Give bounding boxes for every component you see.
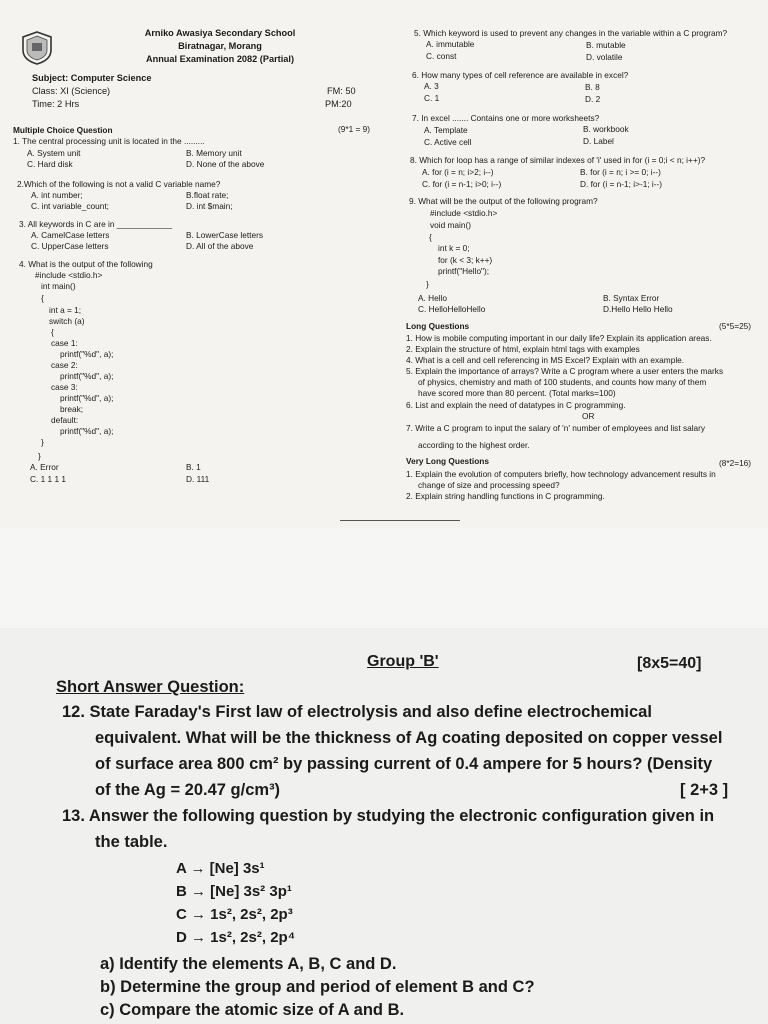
- group-b-title: Group 'B': [367, 653, 439, 670]
- q9-text: 9. What will be the output of the following program?: [409, 196, 598, 206]
- pass-marks: PM:20: [325, 99, 352, 109]
- q3-option-b: B. LowerCase letters: [186, 230, 264, 240]
- long-question: 1. How is mobile computing important in our daily life? Explain its application areas.: [406, 333, 712, 343]
- q2-option-d: D. int $main;: [186, 201, 233, 211]
- q9-code-line: }: [426, 279, 429, 289]
- q4-code-line: case 3:: [51, 382, 78, 392]
- q4-option-d: D. 111: [186, 474, 210, 484]
- q4-code-line: {: [41, 293, 44, 303]
- q8-option-a: A. for (i = n; i>2; i--): [422, 167, 494, 177]
- q9-code-line: {: [429, 232, 432, 242]
- q7-text: 7. In excel ....... Contains one or more worksheets?: [412, 113, 600, 123]
- q4-option-b: B. 1: [186, 462, 201, 472]
- very-long-heading: Very Long Questions: [406, 456, 489, 466]
- q4-code-line: }: [41, 437, 44, 447]
- school-location: Biratnagar, Morang: [178, 41, 262, 51]
- q4-code-line: printf("%d", a);: [60, 371, 114, 381]
- q4-text: 4. What is the output of the following: [19, 259, 153, 269]
- long-question: 7. Write a C program to input the salary of 'n' number of employees and list salary: [406, 423, 706, 433]
- q4-code-line: printf("%d", a);: [60, 349, 114, 359]
- short-answer-heading: Short Answer Question:: [56, 678, 245, 696]
- q5-option-c: C. const: [426, 51, 457, 61]
- q5-option-a: A. immutable: [426, 39, 475, 49]
- q8-text: 8. Which for loop has a range of similar indexes of 'i' used in for (i = 0;i < n; i++)?: [410, 155, 706, 165]
- long-questions-heading: Long Questions: [406, 321, 470, 331]
- q4-code-line: int a = 1;: [49, 305, 82, 315]
- q12-line: of the Ag = 20.47 g/cm³): [95, 781, 281, 799]
- q1-option-a: A. System unit: [27, 148, 81, 158]
- page-gap: [0, 528, 768, 628]
- q13-part-a: a) Identify the elements A, B, C and D.: [100, 955, 397, 973]
- q9-option-a: A. Hello: [418, 293, 448, 303]
- very-long-question: 2. Explain string handling functions in C programming.: [406, 491, 605, 501]
- q2-option-b: B.float rate;: [186, 190, 229, 200]
- q4-code-line: printf("%d", a);: [60, 393, 114, 403]
- q9-code-line: #include <stdio.h>: [430, 208, 498, 218]
- q2-option-a: A. int number;: [31, 190, 83, 200]
- class: Class: XI (Science): [32, 86, 111, 96]
- q7-option-c: C. Active cell: [424, 137, 472, 147]
- config-b: B → [Ne] 3s² 3p¹: [176, 883, 292, 900]
- q4-code-line: switch (a): [49, 316, 85, 326]
- divider: [340, 520, 460, 521]
- mcq-marks: (9*1 = 9): [338, 124, 371, 134]
- long-question-cont: according to the highest order.: [418, 440, 530, 450]
- subject: Subject: Computer Science: [32, 73, 152, 83]
- q8-option-d: D. for (i = n-1; i>-1; i--): [580, 179, 663, 189]
- time: Time: 2 Hrs: [32, 99, 80, 109]
- q4-code-line: case 1:: [51, 338, 78, 348]
- q3-option-d: D. All of the above: [186, 241, 254, 251]
- q6-text: 6. How many types of cell reference are available in excel?: [412, 70, 629, 80]
- q12-line: of surface area 800 cm² by passing current of 0.4 ampere for 5 hours? (Density: [95, 755, 713, 773]
- config-c: C → 1s², 2s², 2p³: [176, 906, 293, 923]
- q7-option-a: A. Template: [424, 125, 468, 135]
- q9-code-line: printf("Hello");: [438, 266, 490, 276]
- q2-text: 2.Which of the following is not a valid C variable name?: [17, 179, 221, 189]
- q12-marks: [ 2+3 ]: [680, 781, 729, 799]
- config-d: D → 1s², 2s², 2p⁴: [176, 929, 296, 946]
- mcq-heading: Multiple Choice Question: [13, 125, 113, 135]
- q3-option-c: C. UpperCase letters: [31, 241, 109, 251]
- q4-code-line: }: [38, 451, 41, 461]
- q12-line: 12. State Faraday's First law of electrolysis and also define electrochemical: [62, 703, 652, 721]
- q5-option-b: B. mutable: [586, 40, 626, 50]
- q1-option-b: B. Memory unit: [186, 148, 242, 158]
- q13-line: 13. Answer the following question by studying the electronic configuration given in: [62, 807, 715, 825]
- q3-option-a: A. CamelCase letters: [31, 230, 110, 240]
- q1-text: 1. The central processing unit is located in the .........: [13, 136, 205, 146]
- q4-code-line: #include <stdio.h>: [35, 270, 103, 280]
- very-long-marks: (8*2=16): [719, 458, 752, 468]
- q6-option-a: A. 3: [424, 81, 439, 91]
- long-question-cont: of physics, chemistry and math of 100 students, and counts how many of them: [418, 377, 707, 387]
- long-question: 6. List and explain the need of datatypes in C programming.: [406, 400, 626, 410]
- q13-part-b: b) Determine the group and period of element B and C?: [100, 978, 535, 996]
- q4-code-line: {: [51, 327, 54, 337]
- q7-option-d: D. Label: [583, 136, 614, 146]
- q5-option-d: D. volatile: [586, 52, 623, 62]
- q6-option-b: B. 8: [585, 82, 600, 92]
- q2-option-c: C. int variable_count;: [31, 201, 109, 211]
- group-b-section: [0, 628, 768, 1024]
- q9-option-d: D.Hello Hello Hello: [603, 304, 673, 314]
- q4-code-line: break;: [60, 404, 84, 414]
- q6-option-c: C. 1: [424, 93, 440, 103]
- q9-code-line: for (k < 3; k++): [438, 255, 493, 265]
- full-marks: FM: 50: [327, 86, 356, 96]
- q3-text: 3. All keywords in C are in ____________: [19, 219, 173, 229]
- q4-code-line: default:: [51, 415, 79, 425]
- school-name: Arniko Awasiya Secondary School: [144, 28, 296, 38]
- q13-part-c: c) Compare the atomic size of A and B.: [100, 1001, 405, 1019]
- q13-line: the table.: [95, 833, 168, 851]
- long-question-cont: have scored more than 80 percent. (Total marks=100): [418, 388, 616, 398]
- long-questions-marks: (5*5=25): [719, 321, 752, 331]
- q12-line: equivalent. What will be the thickness of Ag coating deposited on copper vessel: [95, 729, 723, 747]
- q5-text: 5. Which keyword is used to prevent any changes in the variable within a C program?: [414, 28, 728, 38]
- q4-code-line: printf("%d", a);: [60, 426, 114, 436]
- group-b-marks: [8x5=40]: [637, 655, 702, 672]
- very-long-question: 1. Explain the evolution of computers briefly, how technology advancement results in: [406, 469, 716, 479]
- q4-code-line: int main(): [41, 281, 76, 291]
- q7-option-b: B. workbook: [583, 124, 629, 134]
- long-question: 5. Explain the importance of arrays? Write a C program where a user enters the marks: [406, 366, 724, 376]
- q8-option-b: B. for (i = n; i >= 0; i--): [580, 167, 661, 177]
- q9-option-b: B. Syntax Error: [603, 293, 660, 303]
- q1-option-d: D. None of the above: [186, 159, 265, 169]
- exam-title: Annual Examination 2082 (Partial): [145, 54, 295, 64]
- q9-option-c: C. HelloHelloHello: [418, 304, 486, 314]
- very-long-question-cont: change of size and processing speed?: [418, 480, 560, 490]
- q6-option-d: D. 2: [585, 94, 601, 104]
- long-question-or: OR: [582, 411, 595, 421]
- long-question: 2. Explain the structure of html, explain html tags with examples: [406, 344, 640, 354]
- q9-code-line: void main(): [430, 220, 472, 230]
- long-question: 4. What is a cell and cell referencing in MS Excel? Explain with an example.: [406, 355, 685, 365]
- config-a: A → [Ne] 3s¹: [176, 860, 265, 877]
- school-logo-icon: [20, 30, 54, 66]
- q4-code-line: case 2:: [51, 360, 78, 370]
- q8-option-c: C. for (i = n-1; i>0; i--): [422, 179, 502, 189]
- q4-option-c: C. 1 1 1 1: [30, 474, 66, 484]
- q4-option-a: A. Error: [30, 462, 59, 472]
- q9-code-line: int k = 0;: [438, 243, 470, 253]
- q1-option-c: C. Hard disk: [27, 159, 73, 169]
